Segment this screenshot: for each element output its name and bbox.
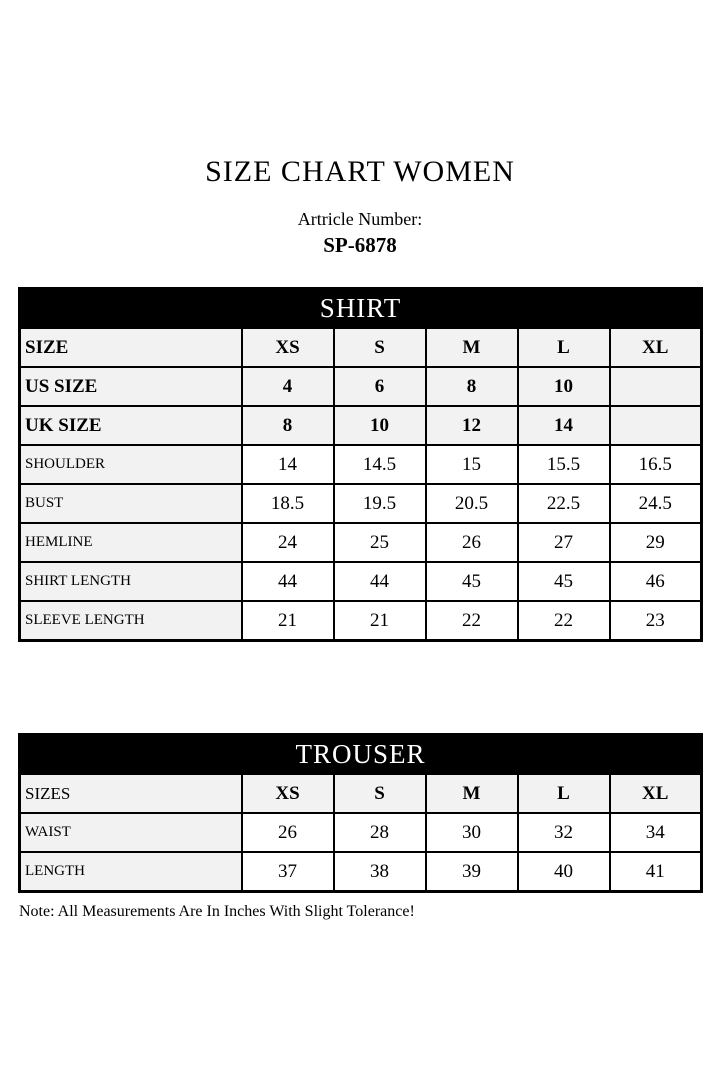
size-value-cell: 8 — [242, 406, 334, 445]
size-value-cell — [610, 367, 702, 406]
page-title: SIZE CHART WOMEN — [205, 155, 515, 188]
shirt-size-table — [18, 287, 703, 642]
row-label: UK SIZE — [20, 406, 242, 445]
measure-value-cell: 18.5 — [242, 484, 334, 523]
measure-value-cell: 14.5 — [334, 445, 426, 484]
measure-value-cell: 19.5 — [334, 484, 426, 523]
article-number-value: SP-6878 — [323, 233, 397, 257]
measure-value-cell: 45 — [426, 562, 518, 601]
measure-value-cell: 15 — [426, 445, 518, 484]
table-row — [20, 367, 702, 406]
size-value-cell: L — [518, 328, 610, 367]
row-label: SHIRT LENGTH — [20, 562, 242, 601]
measure-value-cell: 26 — [242, 813, 334, 852]
measure-value-cell: 21 — [334, 601, 426, 641]
row-label: US SIZE — [20, 367, 242, 406]
row-label: SLEEVE LENGTH — [20, 601, 242, 641]
size-value-cell: S — [334, 774, 426, 813]
table-row — [20, 484, 702, 523]
table-row — [20, 774, 702, 813]
size-value-cell: XS — [242, 328, 334, 367]
size-value-cell: 4 — [242, 367, 334, 406]
measurement-note: Note: All Measurements Are In Inches With Slight Tolerance! — [19, 903, 415, 920]
measure-value-cell: 46 — [610, 562, 702, 601]
measure-value-cell: 21 — [242, 601, 334, 641]
row-label: HEMLINE — [20, 523, 242, 562]
size-value-cell: L — [518, 774, 610, 813]
measure-value-cell: 15.5 — [518, 445, 610, 484]
measure-value-cell: 23 — [610, 601, 702, 641]
article-number-label: Artricle Number: — [297, 209, 423, 229]
measure-value-cell: 26 — [426, 523, 518, 562]
measure-value-cell: 22 — [518, 601, 610, 641]
measure-value-cell: 22.5 — [518, 484, 610, 523]
shirt-table-heading-row — [20, 289, 702, 329]
measure-value-cell: 24.5 — [610, 484, 702, 523]
size-value-cell: XS — [242, 774, 334, 813]
row-label: WAIST — [20, 813, 242, 852]
row-label: SIZES — [20, 774, 242, 813]
measure-value-cell: 29 — [610, 523, 702, 562]
measure-value-cell: 30 — [426, 813, 518, 852]
size-value-cell: 14 — [518, 406, 610, 445]
measure-value-cell: 44 — [334, 562, 426, 601]
size-value-cell — [610, 406, 702, 445]
measure-value-cell: 27 — [518, 523, 610, 562]
measure-value-cell: 22 — [426, 601, 518, 641]
row-label: SIZE — [20, 328, 242, 367]
measure-value-cell: 41 — [610, 852, 702, 892]
row-label: LENGTH — [20, 852, 242, 892]
size-value-cell: S — [334, 328, 426, 367]
table-row — [20, 445, 702, 484]
row-label: BUST — [20, 484, 242, 523]
table-row — [20, 813, 702, 852]
measure-value-cell: 24 — [242, 523, 334, 562]
size-value-cell: 10 — [334, 406, 426, 445]
measure-value-cell: 40 — [518, 852, 610, 892]
measure-value-cell: 39 — [426, 852, 518, 892]
size-value-cell: M — [426, 328, 518, 367]
size-value-cell: 12 — [426, 406, 518, 445]
size-value-cell: 10 — [518, 367, 610, 406]
measure-value-cell: 45 — [518, 562, 610, 601]
measure-value-cell: 34 — [610, 813, 702, 852]
measure-value-cell: 28 — [334, 813, 426, 852]
size-value-cell: M — [426, 774, 518, 813]
trouser-table-title: TROUSER — [20, 735, 702, 775]
size-value-cell: XL — [610, 774, 702, 813]
measure-value-cell: 20.5 — [426, 484, 518, 523]
table-row — [20, 601, 702, 641]
measure-value-cell: 16.5 — [610, 445, 702, 484]
size-value-cell: 6 — [334, 367, 426, 406]
measure-value-cell: 37 — [242, 852, 334, 892]
measure-value-cell: 44 — [242, 562, 334, 601]
measure-value-cell: 32 — [518, 813, 610, 852]
size-value-cell: 8 — [426, 367, 518, 406]
row-label: SHOULDER — [20, 445, 242, 484]
table-row — [20, 406, 702, 445]
shirt-table-title: SHIRT — [20, 289, 702, 329]
measure-value-cell: 14 — [242, 445, 334, 484]
measure-value-cell: 25 — [334, 523, 426, 562]
measure-value-cell: 38 — [334, 852, 426, 892]
table-row — [20, 562, 702, 601]
table-row — [20, 328, 702, 367]
size-value-cell: XL — [610, 328, 702, 367]
table-row — [20, 523, 702, 562]
trouser-size-table — [18, 733, 703, 893]
trouser-table-heading-row — [20, 735, 702, 775]
table-row — [20, 852, 702, 892]
